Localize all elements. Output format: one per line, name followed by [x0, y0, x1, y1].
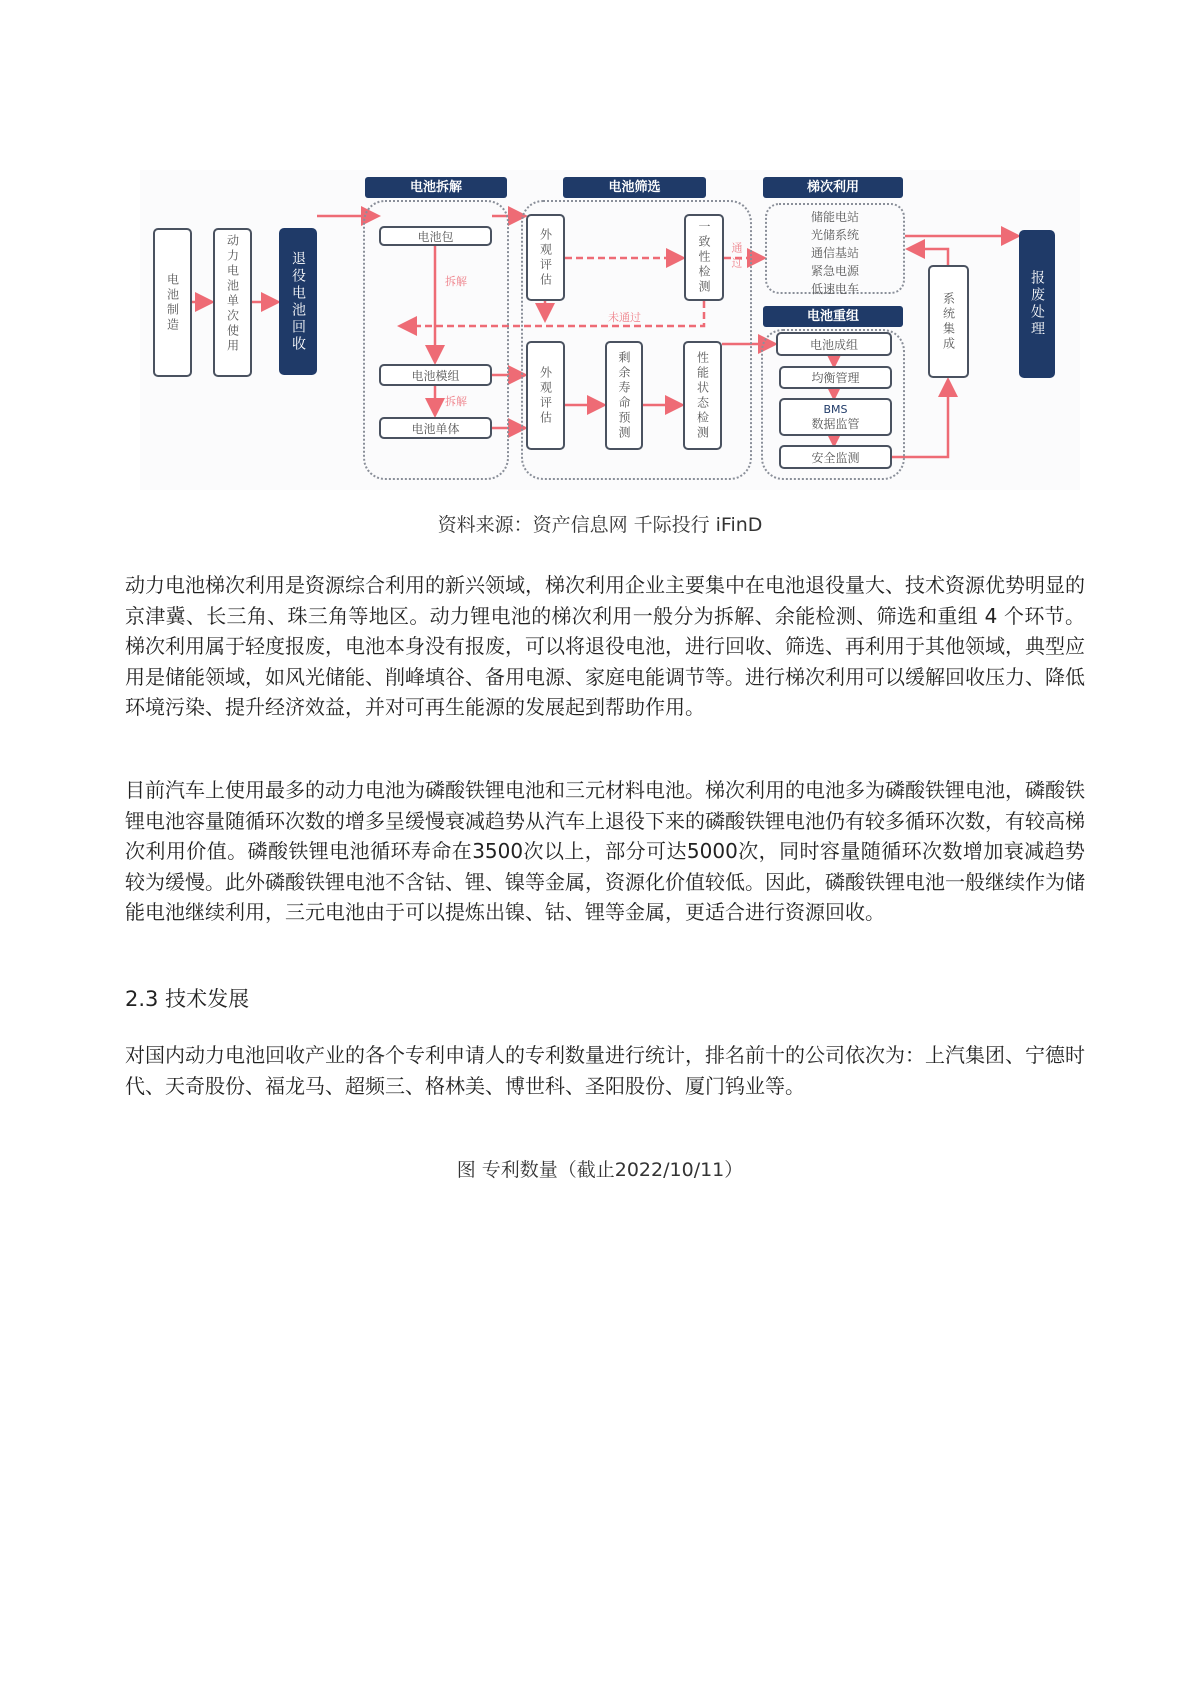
header-regroup: 电池重组: [763, 306, 903, 327]
node-performance-state-test: 性能状态检测: [683, 341, 722, 450]
cascade-use-item: 光储系统: [810, 228, 859, 242]
node-battery-grouping: 电池成组: [776, 332, 892, 356]
label-disassemble-1: 拆解: [445, 275, 467, 288]
header-screening: 电池筛选: [563, 177, 706, 198]
label-pass: 通过: [730, 242, 743, 272]
cascade-use-item: 通信基站: [810, 246, 859, 260]
node-appearance-eval-top: 外观评估: [526, 214, 565, 301]
node-battery-pack: 电池包: [379, 226, 492, 246]
node-first-use: 动力电池单次使用: [213, 228, 252, 377]
cascade-use-item: 紧急电源: [810, 264, 859, 278]
paragraph-2: 目前汽车上使用最多的动力电池为磷酸铁锂电池和三元材料电池。梯次利用的电池多为磷酸铁锂电池，磷酸铁锂电池容量随循环次数的增多呈缓慢衰减趋势从汽车上退役下来的磷酸铁锂电池仍有较多循环次数，有较高梯次利用价值。磷酸铁锂电池循环寿命在3500次以上，部分可达5000次，同时容量随循环次数增加衰减趋势较为缓慢。此外磷酸铁锂电池不含钴、锂、镍等金属，资源化价值较低。因此，磷酸铁锂电池一般继续作为储能电池继续利用，三元电池由于可以提炼出镍、钴、锂等金属，更适合进行资源回收。: [125, 778, 1085, 924]
bms-subtitle: 数据监管: [811, 417, 860, 431]
cascade-use-item: 储能电站: [810, 210, 859, 224]
node-system-integration: 系统集成: [928, 265, 969, 378]
node-battery-cell: 电池单体: [379, 417, 492, 439]
section-heading: 2.3 技术发展: [125, 987, 250, 1011]
node-scrap-processing: 报废处理: [1019, 230, 1055, 378]
bms-title: BMS: [823, 403, 848, 416]
node-appearance-eval-bottom: 外观评估: [526, 341, 565, 450]
battery-cascade-utilization-diagram: [140, 170, 1080, 490]
node-balancing-management: 均衡管理: [779, 366, 892, 389]
label-disassemble-2: 拆解: [445, 395, 467, 408]
node-remaining-life-prediction: 剩余寿命预测: [605, 341, 643, 450]
node-battery-module: 电池模组: [379, 364, 492, 386]
header-cascade-use: 梯次利用: [763, 177, 903, 198]
figure-source: 资料来源：资产信息网 千际投行 iFinD: [437, 514, 763, 536]
node-battery-manufacture: 电池制造: [153, 228, 192, 377]
figure-caption: 图 专利数量（截止2022/10/11）: [456, 1159, 744, 1181]
node-safety-monitoring: 安全监测: [779, 445, 892, 469]
cascade-use-list: [765, 208, 905, 298]
node-retired-recycle: 退役电池回收: [279, 228, 317, 375]
paragraph-1: 动力电池梯次利用是资源综合利用的新兴领域，梯次利用企业主要集中在电池退役量大、技术资源优势明显的京津冀、长三角、珠三角等地区。动力锂电池的梯次利用一般分为拆解、余能检测、筛选和重组 4 个环节。梯次利用属于轻度报废，电池本身没有报废，可以将退役电池，进行回收、筛选、再利用于其他领域，典型应用是储能领域，如风光储能、削峰填谷、备用电源、家庭电能调节等。进行梯次利用可以缓解回收压力、降低环境污染、提升经济效益，并对可再生能源的发展起到帮助作用。: [125, 573, 1085, 719]
paragraph-3: 对国内动力电池回收产业的各个专利申请人的专利数量进行统计，排名前十的公司依次为：上汽集团、宁德时代、天奇股份、福龙马、超频三、格林美、博世科、圣阳股份、厦门钨业等。: [125, 1043, 1085, 1098]
header-disassembly: 电池拆解: [365, 177, 507, 198]
label-fail: 未通过: [608, 311, 641, 324]
node-consistency-test: 一致性检测: [684, 214, 724, 301]
node-bms-data-supervision: [779, 398, 892, 436]
cascade-use-item: 低速电车: [810, 282, 859, 296]
